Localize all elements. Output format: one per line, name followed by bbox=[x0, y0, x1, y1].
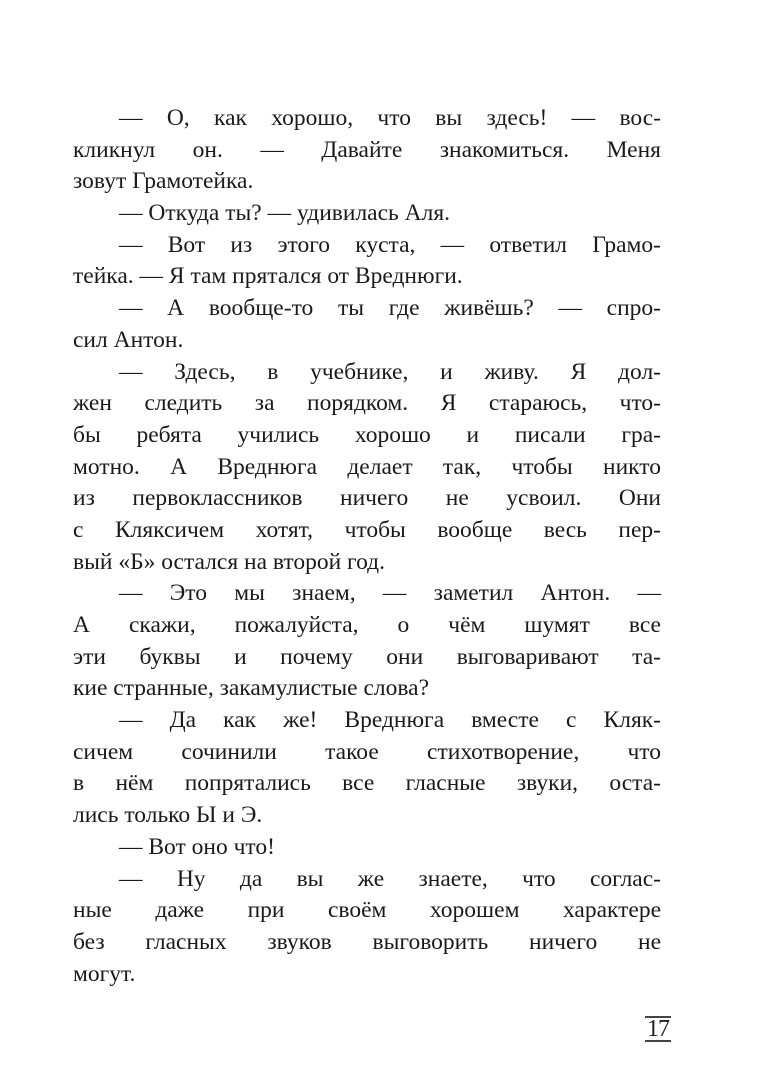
text-line: — Вот из этого куста, — ответил Грамо- bbox=[119, 231, 661, 258]
text-line: кликнул он. — Давайте знакомиться. Меня bbox=[73, 136, 661, 163]
text-line: — Вот оно что! bbox=[119, 833, 275, 860]
text-line: вый «Б» остался на второй год. bbox=[73, 548, 386, 575]
paragraph bbox=[73, 357, 661, 579]
text-line: в нём попрятались все гласные звуки, оста- bbox=[73, 770, 661, 797]
text-line: — Да как же! Вреднюга вместе с Кляк- bbox=[119, 707, 661, 734]
paragraph bbox=[73, 832, 661, 864]
text-line: без гласных звуков выговорить ничего не bbox=[73, 928, 661, 955]
paragraph bbox=[73, 705, 661, 832]
text-line: кие странные, закамулистые слова? bbox=[73, 675, 430, 702]
text-line: жен следить за порядком. Я стараюсь, что- bbox=[73, 390, 661, 417]
page-number: 17 bbox=[647, 1016, 669, 1042]
text-line: — Здесь, в учебнике, и живу. Я дол- bbox=[119, 358, 661, 385]
text-line: сичем сочинили такое стихотворение, что bbox=[73, 738, 661, 765]
paragraph bbox=[73, 293, 661, 356]
text-line: мотно. А Вреднюга делает так, чтобы никто bbox=[73, 453, 661, 480]
text-line: А скажи, пожалуйста, о чём шумят все bbox=[73, 612, 661, 638]
text-line: — Ну да вы же знаете, что соглас- bbox=[119, 865, 661, 892]
text-line: — Откуда ты? — удивилась Аля. bbox=[119, 200, 451, 227]
text-line: из первоклассников ничего не усвоил. Они bbox=[73, 485, 661, 512]
paragraph bbox=[73, 198, 661, 230]
text-line: лись только Ы и Э. bbox=[73, 802, 263, 829]
paragraph bbox=[73, 864, 661, 991]
paragraph bbox=[73, 230, 661, 293]
text-line: — Это мы знаем, — заметил Антон. — bbox=[119, 580, 661, 607]
text-line: эти буквы и почему они выговаривают та- bbox=[73, 643, 661, 670]
text-line: могут. bbox=[73, 960, 136, 987]
paragraph bbox=[73, 578, 661, 705]
text-line: тейка. — Я там прятался от Вреднюги. bbox=[73, 263, 463, 290]
text-line: — А вообще-то ты где живёшь? — спро- bbox=[119, 295, 661, 322]
text-line: ные даже при своём хорошем характере bbox=[73, 897, 661, 924]
text-line: с Кляксичем хотят, чтобы вообще весь пер- bbox=[73, 516, 661, 543]
text-line: бы ребята учились хорошо и писали гра- bbox=[73, 421, 661, 448]
page-text bbox=[73, 103, 661, 990]
paragraph bbox=[73, 103, 661, 198]
text-line: зовут Грамотейка. bbox=[73, 168, 254, 195]
text-line: — О, как хорошо, что вы здесь! — вос- bbox=[119, 105, 661, 131]
text-line: сил Антон. bbox=[73, 326, 184, 353]
